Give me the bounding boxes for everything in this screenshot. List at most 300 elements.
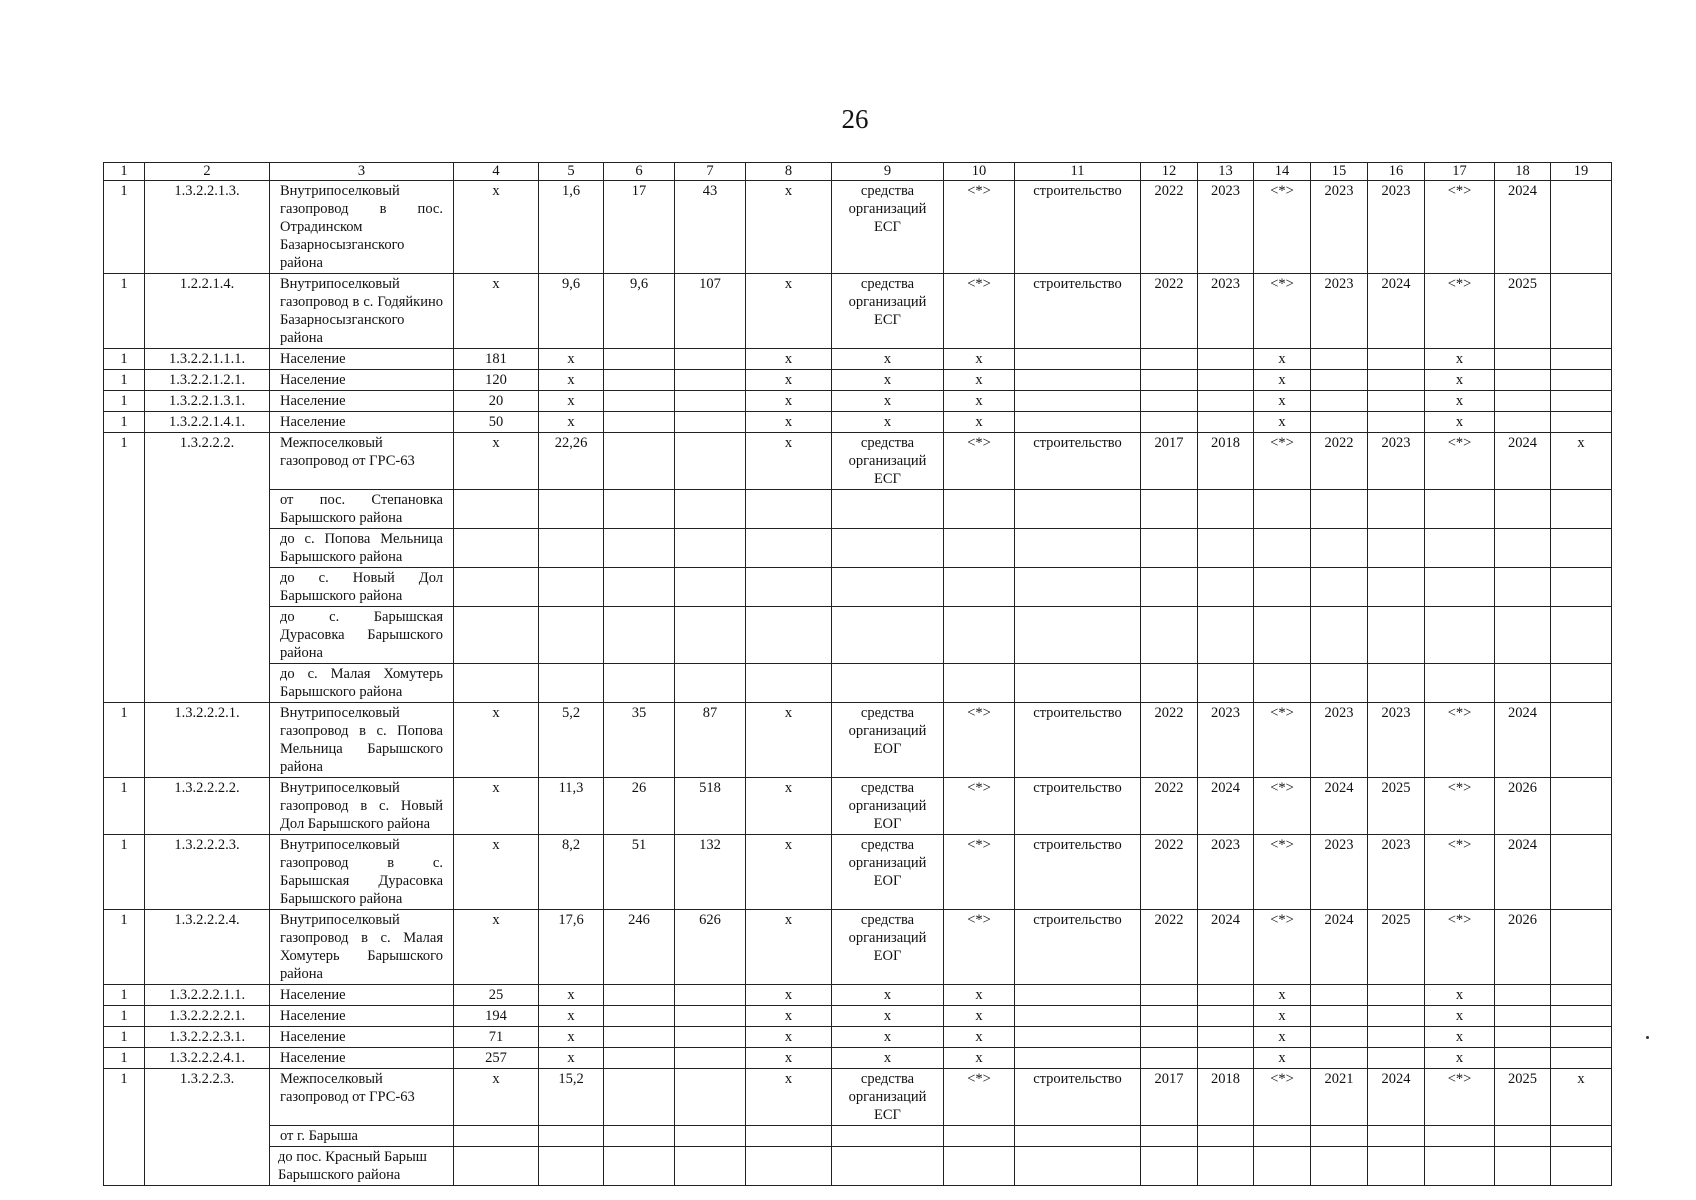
table-cell: 22,26 [539, 433, 604, 490]
table-row [104, 910, 1612, 985]
table-cell [1141, 985, 1198, 1006]
col-header: 19 [1551, 163, 1612, 181]
table-cell [1015, 664, 1141, 703]
table-cell: строительство [1015, 433, 1141, 490]
table-cell [1495, 370, 1551, 391]
table-cell [1495, 664, 1551, 703]
table-row [104, 1126, 1612, 1147]
table-cell: 2024 [1368, 1069, 1425, 1126]
table-cell [1425, 664, 1495, 703]
table-cell: x [454, 274, 539, 349]
table-cell: 2017 [1141, 433, 1198, 490]
table-cell: x [1254, 985, 1311, 1006]
table-cell [675, 370, 746, 391]
table-cell [1015, 1048, 1141, 1069]
table-cell: строительство [1015, 778, 1141, 835]
table-cell: <*> [1254, 778, 1311, 835]
table-cell [1198, 568, 1254, 607]
table-cell: 43 [675, 181, 746, 274]
table-cell: от г. Барыша [270, 1126, 454, 1147]
table-cell: x [746, 910, 832, 985]
table-cell [539, 1147, 604, 1186]
table-cell: 1 [104, 1006, 145, 1027]
table-cell [1141, 607, 1198, 664]
table-cell: x [454, 181, 539, 274]
table-cell: Население [270, 1006, 454, 1027]
table-cell: x [539, 1027, 604, 1048]
table-cell: 2018 [1198, 433, 1254, 490]
table-cell: 2023 [1198, 703, 1254, 778]
table-cell: 2023 [1368, 835, 1425, 910]
table-cell [1141, 1048, 1198, 1069]
table-cell: 2024 [1368, 274, 1425, 349]
table-cell [604, 1027, 675, 1048]
table-cell [1495, 1048, 1551, 1069]
table-cell: x [1551, 433, 1612, 490]
table-cell: 2022 [1141, 835, 1198, 910]
table-cell [1015, 1027, 1141, 1048]
table-cell: <*> [944, 835, 1015, 910]
table-cell [1311, 1126, 1368, 1147]
table-cell: x [539, 1048, 604, 1069]
table-cell [1551, 1147, 1612, 1186]
table-cell: x [944, 985, 1015, 1006]
table-cell [1015, 985, 1141, 1006]
table-row [104, 664, 1612, 703]
table-cell [604, 349, 675, 370]
table-cell [1015, 1126, 1141, 1147]
table-cell: x [746, 412, 832, 433]
table-cell: 2024 [1198, 778, 1254, 835]
table-cell: x [1254, 1048, 1311, 1069]
table-row [104, 1006, 1612, 1027]
table-cell: x [746, 778, 832, 835]
table-cell [1425, 529, 1495, 568]
table-cell [1551, 349, 1612, 370]
table-cell: 15,2 [539, 1069, 604, 1126]
table-cell: <*> [1254, 910, 1311, 985]
table-cell: x [944, 391, 1015, 412]
table-cell: x [944, 370, 1015, 391]
table-cell [539, 664, 604, 703]
table-cell: 194 [454, 1006, 539, 1027]
table-cell: 1.3.2.2.1.2.1. [145, 370, 270, 391]
table-cell: 1.3.2.2.2.2.1. [145, 1006, 270, 1027]
table-cell: <*> [1425, 181, 1495, 274]
table-cell: 1 [104, 835, 145, 910]
table-cell: 1.3.2.2.2.3. [145, 835, 270, 910]
table-cell: x [832, 1048, 944, 1069]
table-cell [1495, 1027, 1551, 1048]
table-cell [604, 1069, 675, 1126]
table-cell: x [746, 1027, 832, 1048]
table-cell: 51 [604, 835, 675, 910]
table-row [104, 490, 1612, 529]
table-cell [454, 1126, 539, 1147]
table-cell: x [454, 703, 539, 778]
col-header: 6 [604, 163, 675, 181]
page-number: 26 [841, 104, 869, 134]
table-cell [1495, 349, 1551, 370]
table-cell [454, 529, 539, 568]
table-cell [832, 1147, 944, 1186]
table-cell [1311, 349, 1368, 370]
table-cell [1551, 412, 1612, 433]
table-cell [1551, 490, 1612, 529]
table-cell: x [944, 412, 1015, 433]
table-cell [539, 490, 604, 529]
table-cell [1198, 985, 1254, 1006]
table-cell [1311, 370, 1368, 391]
table-cell [1368, 607, 1425, 664]
table-cell: 2022 [1141, 274, 1198, 349]
table-cell [1311, 391, 1368, 412]
table-cell: Внутрипоселковый газопровод в с. Попова Мельница Барышского района [270, 703, 454, 778]
table-cell [1254, 664, 1311, 703]
table-cell [832, 607, 944, 664]
table-row [104, 607, 1612, 664]
table-cell: x [746, 274, 832, 349]
table-cell: <*> [1425, 778, 1495, 835]
table-cell [1015, 529, 1141, 568]
table-cell: 1.3.2.2.2.1. [145, 703, 270, 778]
table-cell: 1.3.2.2.2.1.1. [145, 985, 270, 1006]
col-header: 3 [270, 163, 454, 181]
table-cell [1141, 1027, 1198, 1048]
table-cell: Межпоселковый газопровод от ГРС-63 [270, 1069, 454, 1126]
table-cell [944, 568, 1015, 607]
table-cell [1368, 1126, 1425, 1147]
table-row [104, 433, 1612, 490]
table-cell: 1 [104, 274, 145, 349]
table-cell [1198, 412, 1254, 433]
table-cell [1015, 568, 1141, 607]
table-cell: <*> [1425, 835, 1495, 910]
table-cell: x [539, 391, 604, 412]
table-cell: <*> [1254, 835, 1311, 910]
table-cell: x [746, 1069, 832, 1126]
table-cell: 2022 [1141, 703, 1198, 778]
table-cell [1551, 985, 1612, 1006]
table-cell: 257 [454, 1048, 539, 1069]
table-cell [1311, 490, 1368, 529]
table-cell: x [1254, 391, 1311, 412]
table-cell [1311, 1006, 1368, 1027]
table-row [104, 529, 1612, 568]
table-cell: x [746, 1006, 832, 1027]
table-cell: x [746, 835, 832, 910]
table-row [104, 985, 1612, 1006]
table-cell: 2022 [1311, 433, 1368, 490]
table-cell [1141, 1147, 1198, 1186]
table-cell: <*> [1425, 910, 1495, 985]
table-cell [539, 568, 604, 607]
table-cell: 2024 [1311, 778, 1368, 835]
table-cell: до с. Малая Хомутерь Барышского района [270, 664, 454, 703]
table-cell [1015, 1147, 1141, 1186]
table-cell: 1.3.2.2.2.4.1. [145, 1048, 270, 1069]
table-cell [1198, 1048, 1254, 1069]
table-cell: 1 [104, 370, 145, 391]
table-cell: <*> [1425, 433, 1495, 490]
table-cell [675, 1147, 746, 1186]
table-cell [832, 529, 944, 568]
table-cell [675, 349, 746, 370]
table-cell: до с. Попова Мельница Барышского района [270, 529, 454, 568]
table-cell: до с. Барышская Дурасовка Барышского района [270, 607, 454, 664]
table-cell [832, 568, 944, 607]
table-cell: Население [270, 1048, 454, 1069]
table-cell [1551, 778, 1612, 835]
table-cell [1141, 568, 1198, 607]
table-cell: 9,6 [604, 274, 675, 349]
table-cell [604, 433, 675, 490]
table-cell [604, 1006, 675, 1027]
table-cell [746, 1147, 832, 1186]
table-cell [539, 1126, 604, 1147]
table-cell: 25 [454, 985, 539, 1006]
table-cell [1495, 1147, 1551, 1186]
table-cell: x [1254, 1006, 1311, 1027]
table-row [104, 568, 1612, 607]
table-cell: x [454, 910, 539, 985]
table-cell [1551, 568, 1612, 607]
table-cell: <*> [1425, 1069, 1495, 1126]
table-cell [539, 607, 604, 664]
table-cell: Население [270, 349, 454, 370]
table-cell [1311, 985, 1368, 1006]
table-cell: до пос. Красный Барыш Барышского района [270, 1147, 454, 1186]
table-cell [1311, 568, 1368, 607]
table-cell [675, 1006, 746, 1027]
table-cell [1495, 412, 1551, 433]
table-cell: 2023 [1311, 835, 1368, 910]
table-cell: 2026 [1495, 778, 1551, 835]
table-cell [1551, 391, 1612, 412]
table-cell [1368, 529, 1425, 568]
table-cell: Население [270, 1027, 454, 1048]
table-cell: x [746, 703, 832, 778]
table-cell [1254, 568, 1311, 607]
table-cell [675, 664, 746, 703]
table-cell: x [1425, 391, 1495, 412]
table-cell [1015, 391, 1141, 412]
col-header: 7 [675, 163, 746, 181]
table-row [104, 1069, 1612, 1126]
table-cell [1551, 1126, 1612, 1147]
table-cell [454, 568, 539, 607]
table-cell: 1 [104, 349, 145, 370]
table-cell: 2017 [1141, 1069, 1198, 1126]
table-cell [1141, 370, 1198, 391]
table-cell [1551, 370, 1612, 391]
table-cell [1311, 607, 1368, 664]
table-cell: x [1425, 1048, 1495, 1069]
table-cell [1015, 607, 1141, 664]
table-cell [1198, 529, 1254, 568]
table-cell [604, 412, 675, 433]
table-cell [1495, 607, 1551, 664]
table-cell: x [1254, 1027, 1311, 1048]
col-header: 18 [1495, 163, 1551, 181]
table-cell: 246 [604, 910, 675, 985]
table-cell [1495, 529, 1551, 568]
table-cell: 1.3.2.2.2.4. [145, 910, 270, 985]
table-cell: Население [270, 412, 454, 433]
table-cell [1551, 607, 1612, 664]
table-cell: 132 [675, 835, 746, 910]
table-cell: 181 [454, 349, 539, 370]
table-cell: x [454, 433, 539, 490]
table-cell [1254, 1147, 1311, 1186]
table-cell [1368, 1048, 1425, 1069]
table-cell: <*> [1425, 703, 1495, 778]
table-cell: x [539, 370, 604, 391]
table-cell: 2023 [1311, 274, 1368, 349]
table-cell: x [1425, 412, 1495, 433]
table-cell: x [454, 835, 539, 910]
table-cell [944, 664, 1015, 703]
table-cell: x [1425, 1027, 1495, 1048]
table-cell [944, 607, 1015, 664]
table-cell: 2023 [1198, 181, 1254, 274]
table-cell [1141, 391, 1198, 412]
table-cell: x [832, 1006, 944, 1027]
table-cell: 5,2 [539, 703, 604, 778]
table-cell [1495, 490, 1551, 529]
table-cell [1551, 181, 1612, 274]
table-cell: 1.3.2.2.3. [145, 1069, 270, 1186]
table-cell: x [539, 1006, 604, 1027]
table-cell [454, 490, 539, 529]
table-cell [1551, 1027, 1612, 1048]
table-cell [746, 529, 832, 568]
table-row [104, 391, 1612, 412]
table-cell [454, 664, 539, 703]
table-cell [675, 1069, 746, 1126]
table-cell [746, 568, 832, 607]
table-cell [604, 664, 675, 703]
table-cell [1425, 607, 1495, 664]
table-cell: средства организаций ЕСГ [832, 1069, 944, 1126]
table-cell: до с. Новый Дол Барышского района [270, 568, 454, 607]
table-cell [1254, 529, 1311, 568]
col-header: 4 [454, 163, 539, 181]
col-header: 9 [832, 163, 944, 181]
table-cell [1198, 349, 1254, 370]
table-cell [1425, 1147, 1495, 1186]
table-cell [1141, 664, 1198, 703]
table-cell [944, 1126, 1015, 1147]
table-cell: <*> [944, 181, 1015, 274]
table-cell: <*> [944, 910, 1015, 985]
table-cell [1551, 1048, 1612, 1069]
table-cell [1551, 274, 1612, 349]
table-cell [944, 1147, 1015, 1186]
table-cell: 2023 [1198, 835, 1254, 910]
table-cell: 1.3.2.2.1.3. [145, 181, 270, 274]
table-cell: 1.3.2.2.2.3.1. [145, 1027, 270, 1048]
table-cell [675, 1126, 746, 1147]
table-cell [1495, 1126, 1551, 1147]
table-cell: 2024 [1495, 703, 1551, 778]
col-header: 13 [1198, 163, 1254, 181]
table-cell [1141, 529, 1198, 568]
table-cell: 20 [454, 391, 539, 412]
table-cell: x [746, 181, 832, 274]
table-cell: 1 [104, 778, 145, 835]
table-cell: 71 [454, 1027, 539, 1048]
table-cell [1368, 490, 1425, 529]
table-cell: 626 [675, 910, 746, 985]
table-cell [1551, 664, 1612, 703]
table-cell: 2025 [1368, 910, 1425, 985]
table-cell [1551, 529, 1612, 568]
table-cell [1198, 370, 1254, 391]
table-cell: x [746, 433, 832, 490]
table-row [104, 412, 1612, 433]
table-cell [1311, 1147, 1368, 1186]
table-cell [746, 490, 832, 529]
table-cell [1311, 664, 1368, 703]
table-cell [832, 490, 944, 529]
table-cell [1368, 1027, 1425, 1048]
table-cell [1368, 664, 1425, 703]
table-cell: строительство [1015, 703, 1141, 778]
table-cell [1198, 1147, 1254, 1186]
table-cell [1368, 1006, 1425, 1027]
table-cell [1551, 835, 1612, 910]
table-cell: 1 [104, 910, 145, 985]
table-cell: 1 [104, 391, 145, 412]
table-cell [604, 1126, 675, 1147]
table-cell: строительство [1015, 835, 1141, 910]
table-cell [1311, 412, 1368, 433]
table-cell [675, 607, 746, 664]
table-cell: 26 [604, 778, 675, 835]
table-cell [604, 607, 675, 664]
table-cell: 2024 [1311, 910, 1368, 985]
table-cell [1141, 349, 1198, 370]
table-cell: строительство [1015, 181, 1141, 274]
table-cell: x [539, 985, 604, 1006]
table-cell [675, 1048, 746, 1069]
table-cell: <*> [944, 703, 1015, 778]
table-cell [746, 664, 832, 703]
table-row [104, 778, 1612, 835]
table-cell: x [539, 349, 604, 370]
table-cell [1254, 607, 1311, 664]
table-cell: 1.3.2.2.2. [145, 433, 270, 703]
table-cell: <*> [944, 274, 1015, 349]
table-cell: 2025 [1495, 1069, 1551, 1126]
table-cell [1141, 1006, 1198, 1027]
table-cell: <*> [1254, 181, 1311, 274]
table-cell: x [746, 349, 832, 370]
table-cell [1198, 391, 1254, 412]
table-cell [1015, 349, 1141, 370]
table-cell: x [944, 1048, 1015, 1069]
table-cell: строительство [1015, 910, 1141, 985]
table-cell: <*> [1254, 703, 1311, 778]
table-cell [1495, 1006, 1551, 1027]
col-header: 17 [1425, 163, 1495, 181]
table-cell [1141, 1126, 1198, 1147]
table-cell [1495, 985, 1551, 1006]
table-cell: <*> [1425, 274, 1495, 349]
table-cell: <*> [944, 433, 1015, 490]
table-cell [675, 412, 746, 433]
